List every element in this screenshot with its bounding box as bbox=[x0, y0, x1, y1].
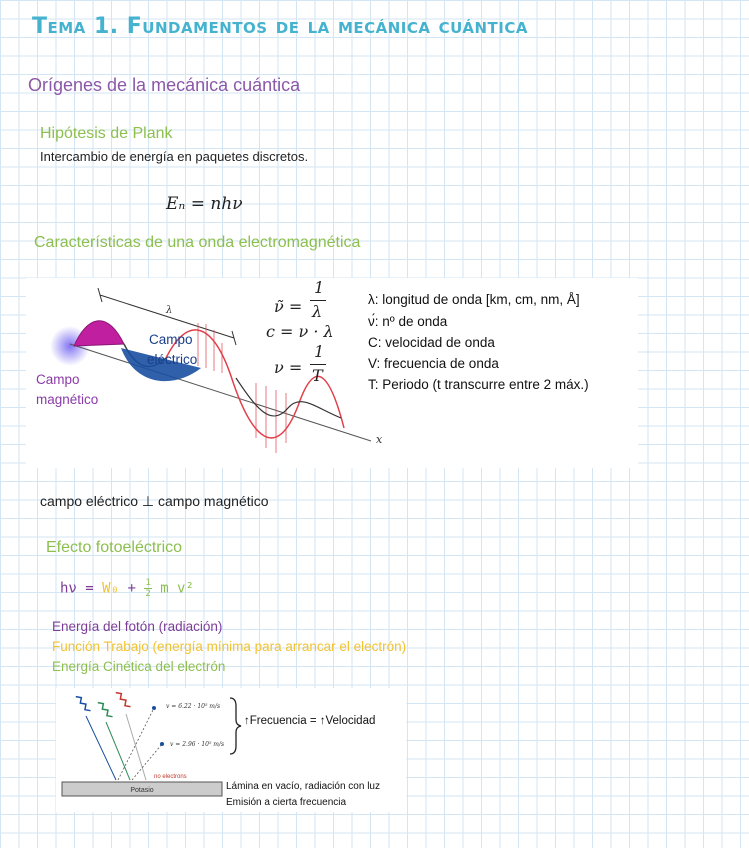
ray-red bbox=[126, 714, 146, 780]
formula-3-num: 1 bbox=[314, 342, 325, 361]
photo-panel bbox=[56, 688, 406, 812]
legend-kinetic: Energía Cinética del electrón bbox=[52, 659, 226, 674]
eq-kinetic: m v² bbox=[160, 580, 194, 597]
x-axis bbox=[70, 344, 371, 441]
formula-1-num: 1 bbox=[314, 278, 325, 297]
x-axis-label: x bbox=[376, 433, 383, 446]
caption-1: Lámina en vacío, radiación con luz bbox=[226, 781, 380, 792]
eq-half-num: 1 bbox=[145, 578, 151, 588]
photon-squiggle-blue bbox=[76, 694, 91, 713]
wave-panel bbox=[26, 278, 638, 468]
formula-1-lhs: ν̃ = bbox=[274, 297, 303, 316]
plank-heading: Hipótesis de Plank bbox=[40, 125, 173, 142]
formula-3-den: T bbox=[312, 366, 323, 385]
formula-1-den: λ bbox=[312, 302, 323, 321]
ray-green bbox=[106, 722, 130, 780]
wave-hatching bbox=[198, 323, 286, 453]
brace bbox=[230, 698, 241, 754]
variable-item: ν́: nº de onda bbox=[368, 314, 448, 329]
plate-label: Potasio bbox=[130, 787, 154, 794]
variable-item: C: velocidad de onda bbox=[368, 335, 495, 350]
magnetic-curve bbox=[236, 378, 341, 418]
legend-work: Función Trabajo (energía mínima para arrancar el electrón) bbox=[52, 639, 407, 654]
variable-item: λ: longitud de onda [km, cm, nm, Å] bbox=[368, 292, 580, 307]
lambda-label: λ bbox=[166, 305, 173, 316]
perpendicular-note: campo eléctrico ⊥ campo magnético bbox=[40, 493, 269, 509]
eq-plus: + bbox=[127, 580, 136, 597]
velocity-1: v = 6.22 · 10⁵ m/s bbox=[166, 703, 221, 710]
electric-label-2: eléctrico bbox=[147, 352, 198, 367]
formula-3-lhs: ν = bbox=[274, 358, 303, 377]
eq-work: W₀ bbox=[102, 580, 120, 597]
eq-photon: hν bbox=[60, 580, 77, 597]
caption-2: Emisión a cierta frecuencia bbox=[226, 797, 347, 808]
ray-blue bbox=[86, 716, 116, 780]
eq-half bbox=[144, 578, 151, 599]
variable-item: V: frecuencia de onda bbox=[368, 356, 499, 371]
photo-equation bbox=[60, 578, 194, 599]
electron-slow bbox=[160, 742, 164, 746]
electric-field-fill bbox=[74, 321, 124, 346]
formula-1-bar bbox=[310, 300, 326, 301]
section-heading: Orígenes de la mecánica cuántica bbox=[28, 75, 301, 95]
wave-heading: Características de una onda electromagnética bbox=[34, 234, 361, 251]
page-title: Tema 1. Fundamentos de la mecánica cuántica bbox=[32, 14, 528, 39]
electron-fast bbox=[152, 706, 156, 710]
electric-label-1: Campo bbox=[149, 332, 193, 347]
plank-text: Intercambio de energía en paquetes discretos. bbox=[40, 149, 309, 164]
photo-heading: Efecto fotoeléctrico bbox=[46, 539, 183, 556]
photo-diagram bbox=[56, 688, 406, 812]
formula-2: c = ν · λ bbox=[266, 322, 334, 341]
electron-path-1 bbox=[118, 708, 154, 780]
photon-squiggle-red bbox=[116, 690, 131, 709]
eq-half-den: 2 bbox=[145, 589, 151, 599]
photon-squiggle-green bbox=[98, 700, 113, 719]
formula-3-bar bbox=[310, 364, 326, 365]
magnetic-label-2: magnético bbox=[36, 392, 99, 407]
magnetic-label-1: Campo bbox=[36, 372, 80, 387]
velocity-2: v = 2.96 · 10⁵ m/s bbox=[170, 741, 225, 748]
legend-photon: Energía del fotón (radiación) bbox=[52, 619, 223, 634]
brace-text: ↑Frecuencia = ↑Velocidad bbox=[244, 715, 376, 727]
eq-equals: = bbox=[85, 580, 94, 597]
plank-formula: Eₙ = nhν bbox=[166, 194, 243, 214]
variable-item: T: Periodo (t transcurre entre 2 máx.) bbox=[368, 377, 589, 392]
no-electrons-label: no electrons bbox=[154, 774, 187, 780]
